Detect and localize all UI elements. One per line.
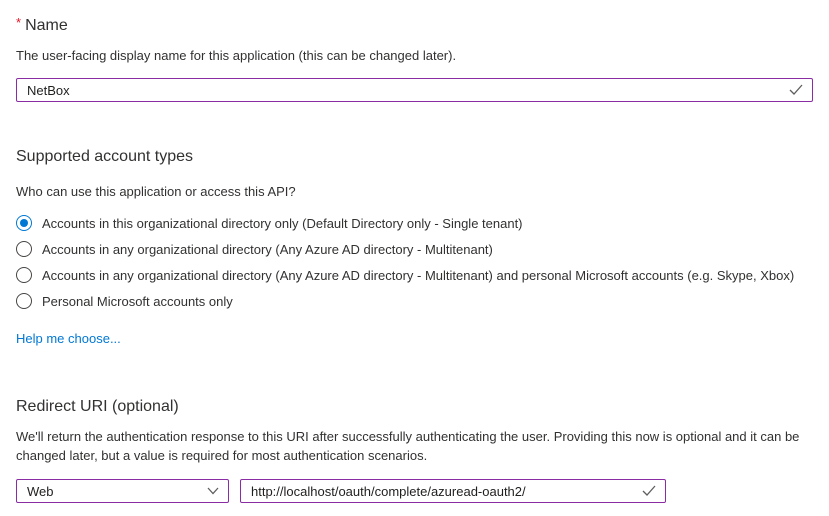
platform-select-dropdown[interactable] xyxy=(16,479,229,503)
radio-button-icon[interactable] xyxy=(16,293,32,309)
redirect-uri-description: We'll return the authentication response to this URI after successfully authenticating the user. Providing this now is optional and it can be changed later, but a value is required for most authentication scenarios. xyxy=(16,429,800,463)
chevron-down-icon xyxy=(207,487,219,495)
redirect-uri-value: http://localhost/oauth/complete/azuread-oauth2/ xyxy=(251,483,526,499)
supported-account-types-section xyxy=(16,146,813,348)
radio-button-icon[interactable] xyxy=(16,267,32,283)
name-title-text: Name xyxy=(25,17,68,34)
name-input[interactable] xyxy=(16,78,813,102)
radio-option-label: Accounts in any organizational directory (Any Azure AD directory - Multitenant) xyxy=(42,241,493,257)
platform-select-value: Web xyxy=(27,483,54,499)
check-icon xyxy=(789,84,803,96)
radio-option-label: Personal Microsoft accounts only xyxy=(42,293,233,309)
radio-option-multitenant[interactable] xyxy=(16,236,813,262)
redirect-uri-section xyxy=(16,396,813,503)
name-description: The user-facing display name for this application (this can be changed later). xyxy=(16,48,457,63)
radio-option-multitenant-personal[interactable] xyxy=(16,262,813,288)
name-input-value: NetBox xyxy=(27,82,70,98)
radio-button-icon[interactable] xyxy=(16,215,32,231)
radio-option-label: Accounts in any organizational directory (Any Azure AD directory - Multitenant) and personal Microsoft accounts (e.g. Skype, Xbox) xyxy=(42,267,795,283)
check-icon xyxy=(642,485,656,497)
supported-account-types-title: Supported account types xyxy=(16,148,194,165)
radio-option-personal-only[interactable] xyxy=(16,288,813,314)
radio-option-label: Accounts in this organizational directory only (Default Directory only - Single tenant) xyxy=(42,215,523,231)
radio-option-single-tenant[interactable] xyxy=(16,210,813,236)
redirect-uri-input[interactable] xyxy=(240,479,666,503)
redirect-uri-row xyxy=(16,479,813,503)
redirect-uri-title: Redirect URI (optional) xyxy=(16,398,179,415)
help-me-choose-link[interactable]: Help me choose... xyxy=(16,331,121,346)
account-types-question: Who can use this application or access this API? xyxy=(16,184,296,199)
name-section-title xyxy=(16,12,813,36)
required-asterisk: * xyxy=(16,15,22,30)
radio-button-icon[interactable] xyxy=(16,241,32,257)
